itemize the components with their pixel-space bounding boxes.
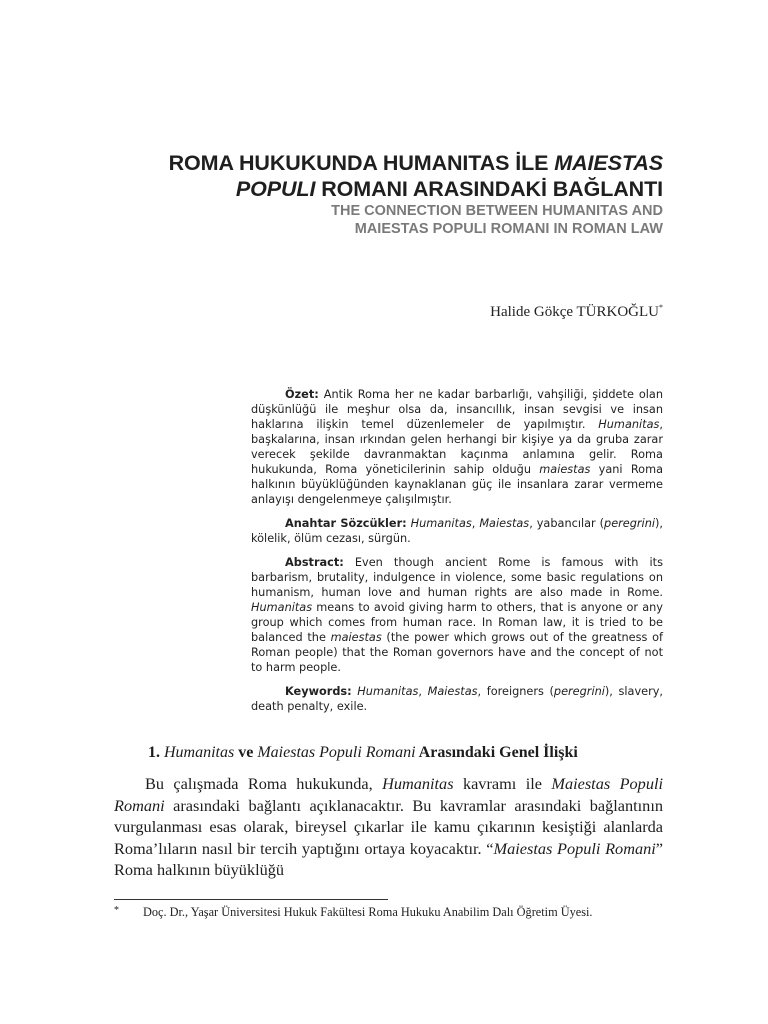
body-italic-2: Maiestas Populi Romani	[114, 774, 664, 815]
body-text-4: ” Roma halkının büyüklüğü	[114, 838, 663, 879]
keywords-italic-1: Humanitas	[351, 685, 419, 698]
footnote-mark: *	[114, 905, 119, 916]
article-title-tr	[100, 150, 663, 202]
abstract-italic-2: maiestas	[330, 631, 382, 644]
abstract-paragraph	[251, 555, 663, 675]
section-italic-2: Maiestas Populi Romani	[257, 744, 416, 761]
author-text: Halide Gökçe TÜRKOĞLU	[490, 304, 659, 320]
ozet-text-1: Antik Roma her ne kadar barbarlığı, vahşiliği, şiddete olan düşkünlüğü ile meşhur olsa da, insancıllık, insan sevgisi ve insan haklarına ilişkin temel düzenlemeler de yapılmıştır.	[251, 388, 663, 431]
keywords-text-1: ,	[418, 685, 428, 698]
abstract-text-3: (the power which grows out of the greatness of Roman people) that the Roman governors have and the concept of not to harm people.	[251, 631, 663, 674]
keywords-italic-2: Maiestas	[427, 685, 478, 698]
body-paragraph	[114, 773, 663, 881]
title-line2-text: ROMANI ARASINDAKİ BAĞLANTI	[315, 177, 663, 201]
title-line1-italic: MAIESTAS	[554, 151, 663, 175]
title-line1-text: ROMA HUKUKUNDA HUMANITAS İLE	[168, 151, 555, 175]
body-text-1: Bu çalışmada Roma hukukunda,	[145, 774, 383, 793]
keywords-italic-3: peregrini	[553, 685, 605, 698]
footnote-text: Doç. Dr., Yaşar Üniversitesi Hukuk Fakültesi Roma Hukuku Anabilim Dalı Öğretim Üyesi.	[143, 905, 593, 919]
keywords-label: Keywords:	[285, 685, 352, 698]
title-en-line2: MAIESTAS POPULI ROMANI IN ROMAN LAW	[354, 221, 663, 237]
ozet-italic-2: maiestas	[539, 463, 591, 476]
keywords-paragraph	[251, 684, 663, 714]
body-text-2: kavramı ile	[453, 774, 552, 793]
anahtar-text-2: , yabancılar (	[529, 517, 605, 530]
anahtar-label: Anahtar Sözcükler:	[285, 517, 407, 530]
ozet-italic-1: Humanitas	[598, 418, 660, 431]
ozet-label: Özet:	[285, 388, 319, 401]
footnote-rule	[114, 899, 388, 900]
ozet-text-2: , başkalarına, insan ırkından gelen herhangi bir kişiye ya da gruba zarar verecek şekilde davranmaktan kaçınma anlamına gelir. Roma hukukunda, Roma yöneticilerinin sahip olduğu	[251, 418, 663, 476]
author-name	[490, 303, 663, 321]
anahtar-text-3: ), kölelik, ölüm cezası, sürgün.	[251, 517, 663, 545]
body-text-3: arasındaki bağlantı açıklanacaktır. Bu kavramlar arasındaki bağlantının vurgulanması esas olarak, bireysel çıkarlar ile kamu çıkarının kesiştiği alanlarda Roma’lıların nasıl bir tercih yaptığını ortaya koyacaktır. “	[114, 795, 663, 858]
abstract-italic-1: Humanitas	[251, 601, 313, 614]
section-heading	[148, 744, 578, 762]
body-italic-1: Humanitas	[382, 774, 454, 793]
abstract-label: Abstract:	[285, 556, 344, 569]
anahtar-italic-3: peregrini	[604, 517, 655, 530]
section-text-1: ve	[234, 744, 258, 761]
body-text	[114, 773, 663, 881]
ozet-paragraph	[251, 387, 663, 507]
section-italic-1: Humanitas	[160, 744, 235, 761]
keywords-text-3: ), slavery, death penalty, exile.	[251, 685, 663, 713]
footnote	[114, 904, 663, 920]
abstract-text-1: Even though ancient Rome is famous with its barbarism, brutality, indulgence in violence, some basic regulations on humanism, human love and human rights are also made in Rome.	[251, 556, 663, 599]
article-title-en	[100, 202, 663, 238]
ozet-text-3: yani Roma halkının büyüklüğünden kaynaklanan güç ile insanlara zarar vermeme anlayışı dengelenmeye çalışılmıştır.	[251, 463, 663, 506]
body-italic-3: Maiestas Populi Romani	[493, 838, 656, 858]
keywords-text-2: , foreigners (	[477, 685, 554, 698]
title-block	[100, 150, 663, 238]
section-text-2: Arasındaki Genel İlişki	[415, 744, 578, 761]
anahtar-italic-2: Maiestas	[479, 517, 530, 530]
title-en-line1: THE CONNECTION BETWEEN HUMANITAS AND	[331, 203, 663, 219]
section-number: 1.	[148, 744, 160, 761]
title-line2-italic: POPULI	[235, 177, 316, 201]
abstract-block	[251, 387, 663, 723]
anahtar-text-1: ,	[471, 517, 480, 530]
author-footnote-mark: *	[659, 303, 663, 312]
abstract-text-2: means to avoid giving harm to others, that is anyone or any group which comes from human race. In Roman law, it is tried to be balanced the	[251, 601, 663, 644]
anahtar-italic-1: Humanitas	[406, 517, 472, 530]
anahtar-paragraph	[251, 516, 663, 546]
